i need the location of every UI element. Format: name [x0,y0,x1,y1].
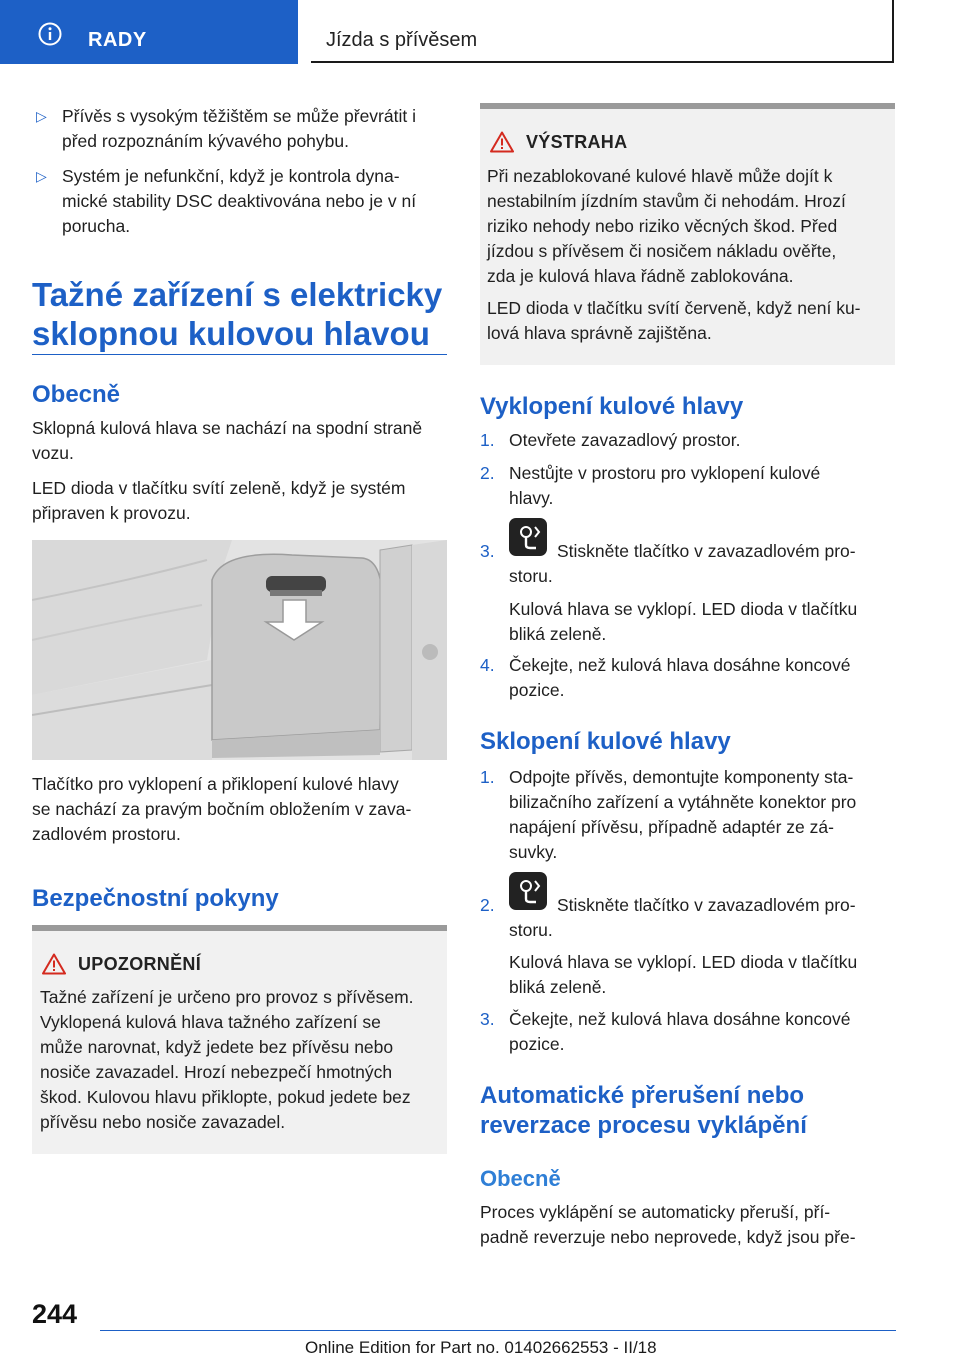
step-text: Čekejte, než kulová hlava dosáhne koncové pozice. [509,655,851,700]
bullet-text: Systém je nefunkční, když je kontrola dyna- mické stability DSC deaktivována nebo je v ní porucha. [62,166,417,236]
subheading: Automatické přerušení nebo reverzace procesu vyklápění [480,1082,807,1139]
section-label: RADY [88,29,147,51]
image-caption: Tlačítko pro vyklopení a přiklopení kulové hlavy se nachází za pravým bočním obložením v zava- zadlovém prostoru. [32,774,412,844]
heading-rule [32,354,447,355]
warning-icon [42,953,66,975]
tow-hitch-button-icon [509,518,547,556]
warning-text: Při nezablokované kulové hlavě může dojít k nestabilním jízdním stavům či nehodám. Hrozí riziko nehody nebo riziko věcných škod. Před jízdou s přívěsem či nosičem nákladu ověřte, zda je kulová hlava řádně zablokována. [487,166,846,286]
step-text: Čekejte, než kulová hlava dosáhne koncové pozice. [509,1009,851,1054]
step-text: Otevřete zavazadlový prostor. [509,430,741,450]
step-text: Nestůjte v prostoru pro vyklopení kulové hlavy. [509,463,821,508]
warning-text: LED dioda v tlačítku svítí červeně, když není ku- lová hlava správně zajištěna. [487,298,861,343]
step-number: 1. [480,767,495,787]
bullet-icon: ▷ [36,108,47,124]
step-number: 3. [480,541,495,561]
step-note: Kulová hlava se vyklopí. LED dioda v tlačítku bliká zeleně. [509,599,858,644]
subheading: Bezpečnostní pokyny [32,885,279,912]
warning-icon [490,131,514,153]
step-number: 4. [480,655,495,675]
paragraph: Proces vyklápění se automaticky přeruší, pří- padně reverzuje nebo neprovede, když jsou pře- [480,1202,856,1247]
step-number: 2. [480,895,495,915]
step-text: storu. [509,920,553,940]
caution-text: Tažné zařízení je určeno pro provoz s přívěsem. Vyklopená kulová hlava tažného zařízení se může narovnat, když jedete bez přívěsu nebo nosiče zavazadel. Hrozí nebezpečí hmotných škod. Kulovou hlavu přiklopte, pokud jedete bez přívěsu nebo nosiče zavazadel. [40,987,414,1132]
paragraph: Sklopná kulová hlava se nachází na spodní straně vozu. [32,418,423,463]
edition-note: Online Edition for Part no. 01402662553 - II/18 [305,1338,657,1357]
info-icon [38,22,62,46]
step-text: Stiskněte tlačítko v zavazadlovém pro- [557,541,856,561]
step-number: 3. [480,1009,495,1029]
paragraph: LED dioda v tlačítku svítí zeleně, když je systém připraven k provozu. [32,478,406,523]
chapter-title: Jízda s přívěsem [326,29,478,51]
subheading: Obecně [32,381,121,408]
minor-heading: Obecně [480,1166,561,1191]
bullet-icon: ▷ [36,168,47,184]
caution-title: UPOZORNĚNÍ [78,954,202,974]
subheading: Vyklopení kulové hlavy [480,393,744,420]
step-number: 1. [480,430,495,450]
step-note: Kulová hlava se vyklopí. LED dioda v tlačítku bliká zeleně. [509,952,858,997]
step-text: Odpojte přívěs, demontujte komponenty sta- bilizačního zařízení a vytáhněte konektor pro napájení přívěsu, případně adaptér ze zá- suvky. [509,767,857,862]
bullet-text: Přívěs s vysokým těžištěm se může převrátit i před rozpoznáním kývavého pohybu. [62,106,416,151]
section-heading: Tažné zařízení s elektricky sklopnou kulovou hlavou [32,276,443,352]
subheading: Sklopení kulové hlavy [480,728,731,755]
step-text: Stiskněte tlačítko v zavazadlovém pro- [557,895,856,915]
warning-title: VÝSTRAHA [526,132,628,152]
page-number: 244 [32,1299,78,1329]
step-text: storu. [509,566,553,586]
tow-hitch-button-icon [509,872,547,910]
trunk-illustration [32,540,447,760]
footer-rule [100,1330,896,1331]
step-number: 2. [480,463,495,483]
